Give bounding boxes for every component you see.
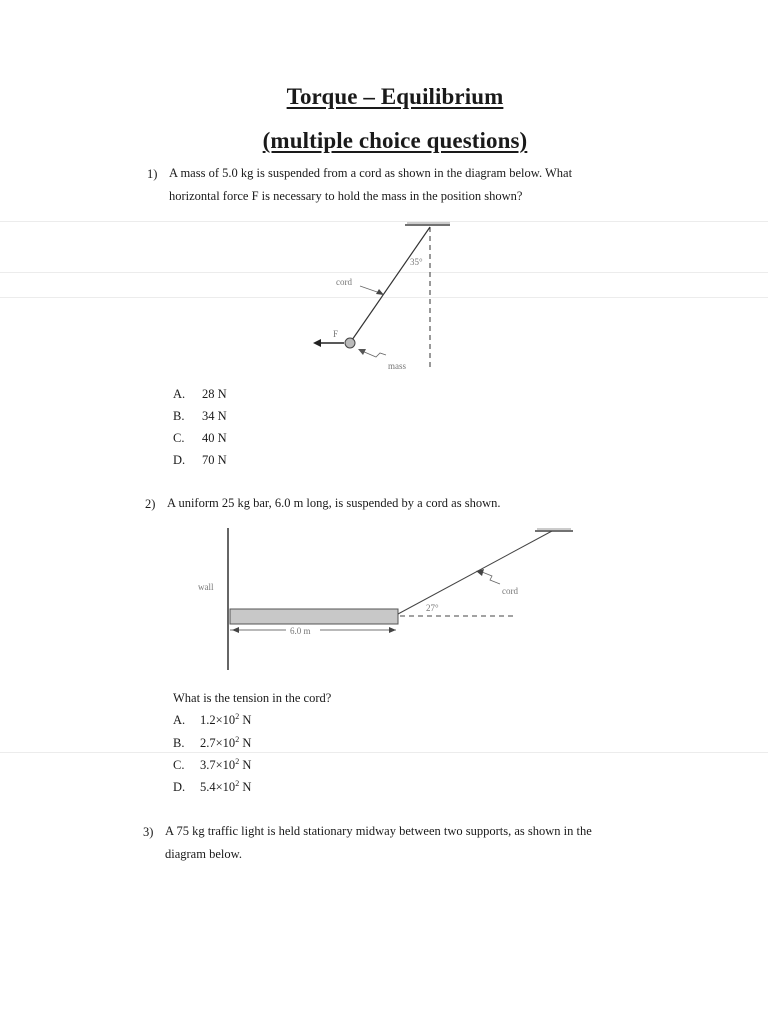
question-2-number: 2) <box>145 497 156 511</box>
q1-choice-c-text: 40 N <box>202 431 227 445</box>
q2-choice-c-exponent: 2 <box>235 757 240 766</box>
q2-choice-d-exponent: 2 <box>235 779 240 788</box>
scan-artifact-line <box>0 752 768 753</box>
q2-choice-b-text <box>200 736 251 751</box>
question-3-number: 3) <box>143 825 154 839</box>
q1-choice-a-letter: A. <box>173 387 186 401</box>
q2-choice-c-unit: N <box>239 758 252 772</box>
question-2-text <box>167 492 501 515</box>
angle-label: 35° <box>410 257 423 267</box>
q2-choice-b-exponent: 2 <box>235 735 240 744</box>
mass-label: mass <box>388 361 406 371</box>
q1-choice-b-text: 34 N <box>202 409 227 423</box>
q2-choice-d-letter: D. <box>173 780 186 794</box>
force-arrowhead <box>313 339 321 347</box>
question-2-line-1: A uniform 25 kg bar, 6.0 m long, is suspended by a cord as shown. <box>167 496 501 510</box>
q2-choice-a-text <box>200 713 251 728</box>
question-1-number: 1) <box>147 167 158 181</box>
page-subtitle: (multiple choice questions) <box>262 128 528 153</box>
q2-choice-d-unit: N <box>239 780 252 794</box>
question-3-line-1: A 75 kg traffic light is held stationary midway between two supports, as shown in the <box>165 824 592 838</box>
q1-choice-d-letter: D. <box>173 453 186 467</box>
force-label: F <box>333 329 339 339</box>
q1-choice-c-letter: C. <box>173 431 185 445</box>
question-1-pendulum-diagram <box>300 215 450 375</box>
q2-choice-d-text <box>200 780 251 795</box>
q1-choice-b-letter: B. <box>173 409 185 423</box>
q1-choice-a-text: 28 N <box>202 387 227 401</box>
cord-label: cord <box>502 586 518 596</box>
page-title: Torque – Equilibrium <box>286 84 504 109</box>
cord-label: cord <box>336 277 352 287</box>
question-1-text <box>169 162 572 208</box>
question-1-line-1: A mass of 5.0 kg is suspended from a cord as shown in the diagram below. What <box>169 166 573 180</box>
cord-pointer-head <box>476 569 484 576</box>
q2-choice-a-unit: N <box>239 713 252 727</box>
cord-pointer-head <box>376 289 384 295</box>
wall-label: wall <box>198 582 214 592</box>
length-arrow-left <box>232 627 239 633</box>
question-3-line-2: diagram below. <box>165 847 242 861</box>
cord-line <box>398 531 552 614</box>
q2-choice-c-text <box>200 758 251 773</box>
q2-choice-b-unit: N <box>239 736 252 750</box>
cord-pointer <box>360 286 380 293</box>
mass-bob <box>345 338 355 348</box>
q2-choice-c-letter: C. <box>173 758 185 772</box>
question-3-text <box>165 820 592 866</box>
question-2-bar-diagram <box>190 520 580 675</box>
q2-choice-a-letter: A. <box>173 713 186 727</box>
length-label: 6.0 m <box>290 626 311 636</box>
q2-choice-b-letter: B. <box>173 736 185 750</box>
q2-choice-d-mantissa: 5.4×10 <box>200 780 236 794</box>
length-arrow-right <box>389 627 396 633</box>
q2-choice-a-mantissa: 1.2×10 <box>200 713 236 727</box>
q2-choice-c-mantissa: 3.7×10 <box>200 758 236 772</box>
question-2-subquestion: What is the tension in the cord? <box>173 691 332 705</box>
mass-pointer <box>362 351 386 357</box>
cord-pointer <box>482 572 500 584</box>
uniform-bar <box>230 609 398 624</box>
question-1-line-2: horizontal force F is necessary to hold the mass in the position shown? <box>169 189 523 203</box>
angle-label: 27° <box>426 603 439 613</box>
q2-choice-b-mantissa: 2.7×10 <box>200 736 236 750</box>
cord-line <box>352 227 430 340</box>
q1-choice-d-text: 70 N <box>202 453 227 467</box>
q2-choice-a-exponent: 2 <box>235 712 240 721</box>
